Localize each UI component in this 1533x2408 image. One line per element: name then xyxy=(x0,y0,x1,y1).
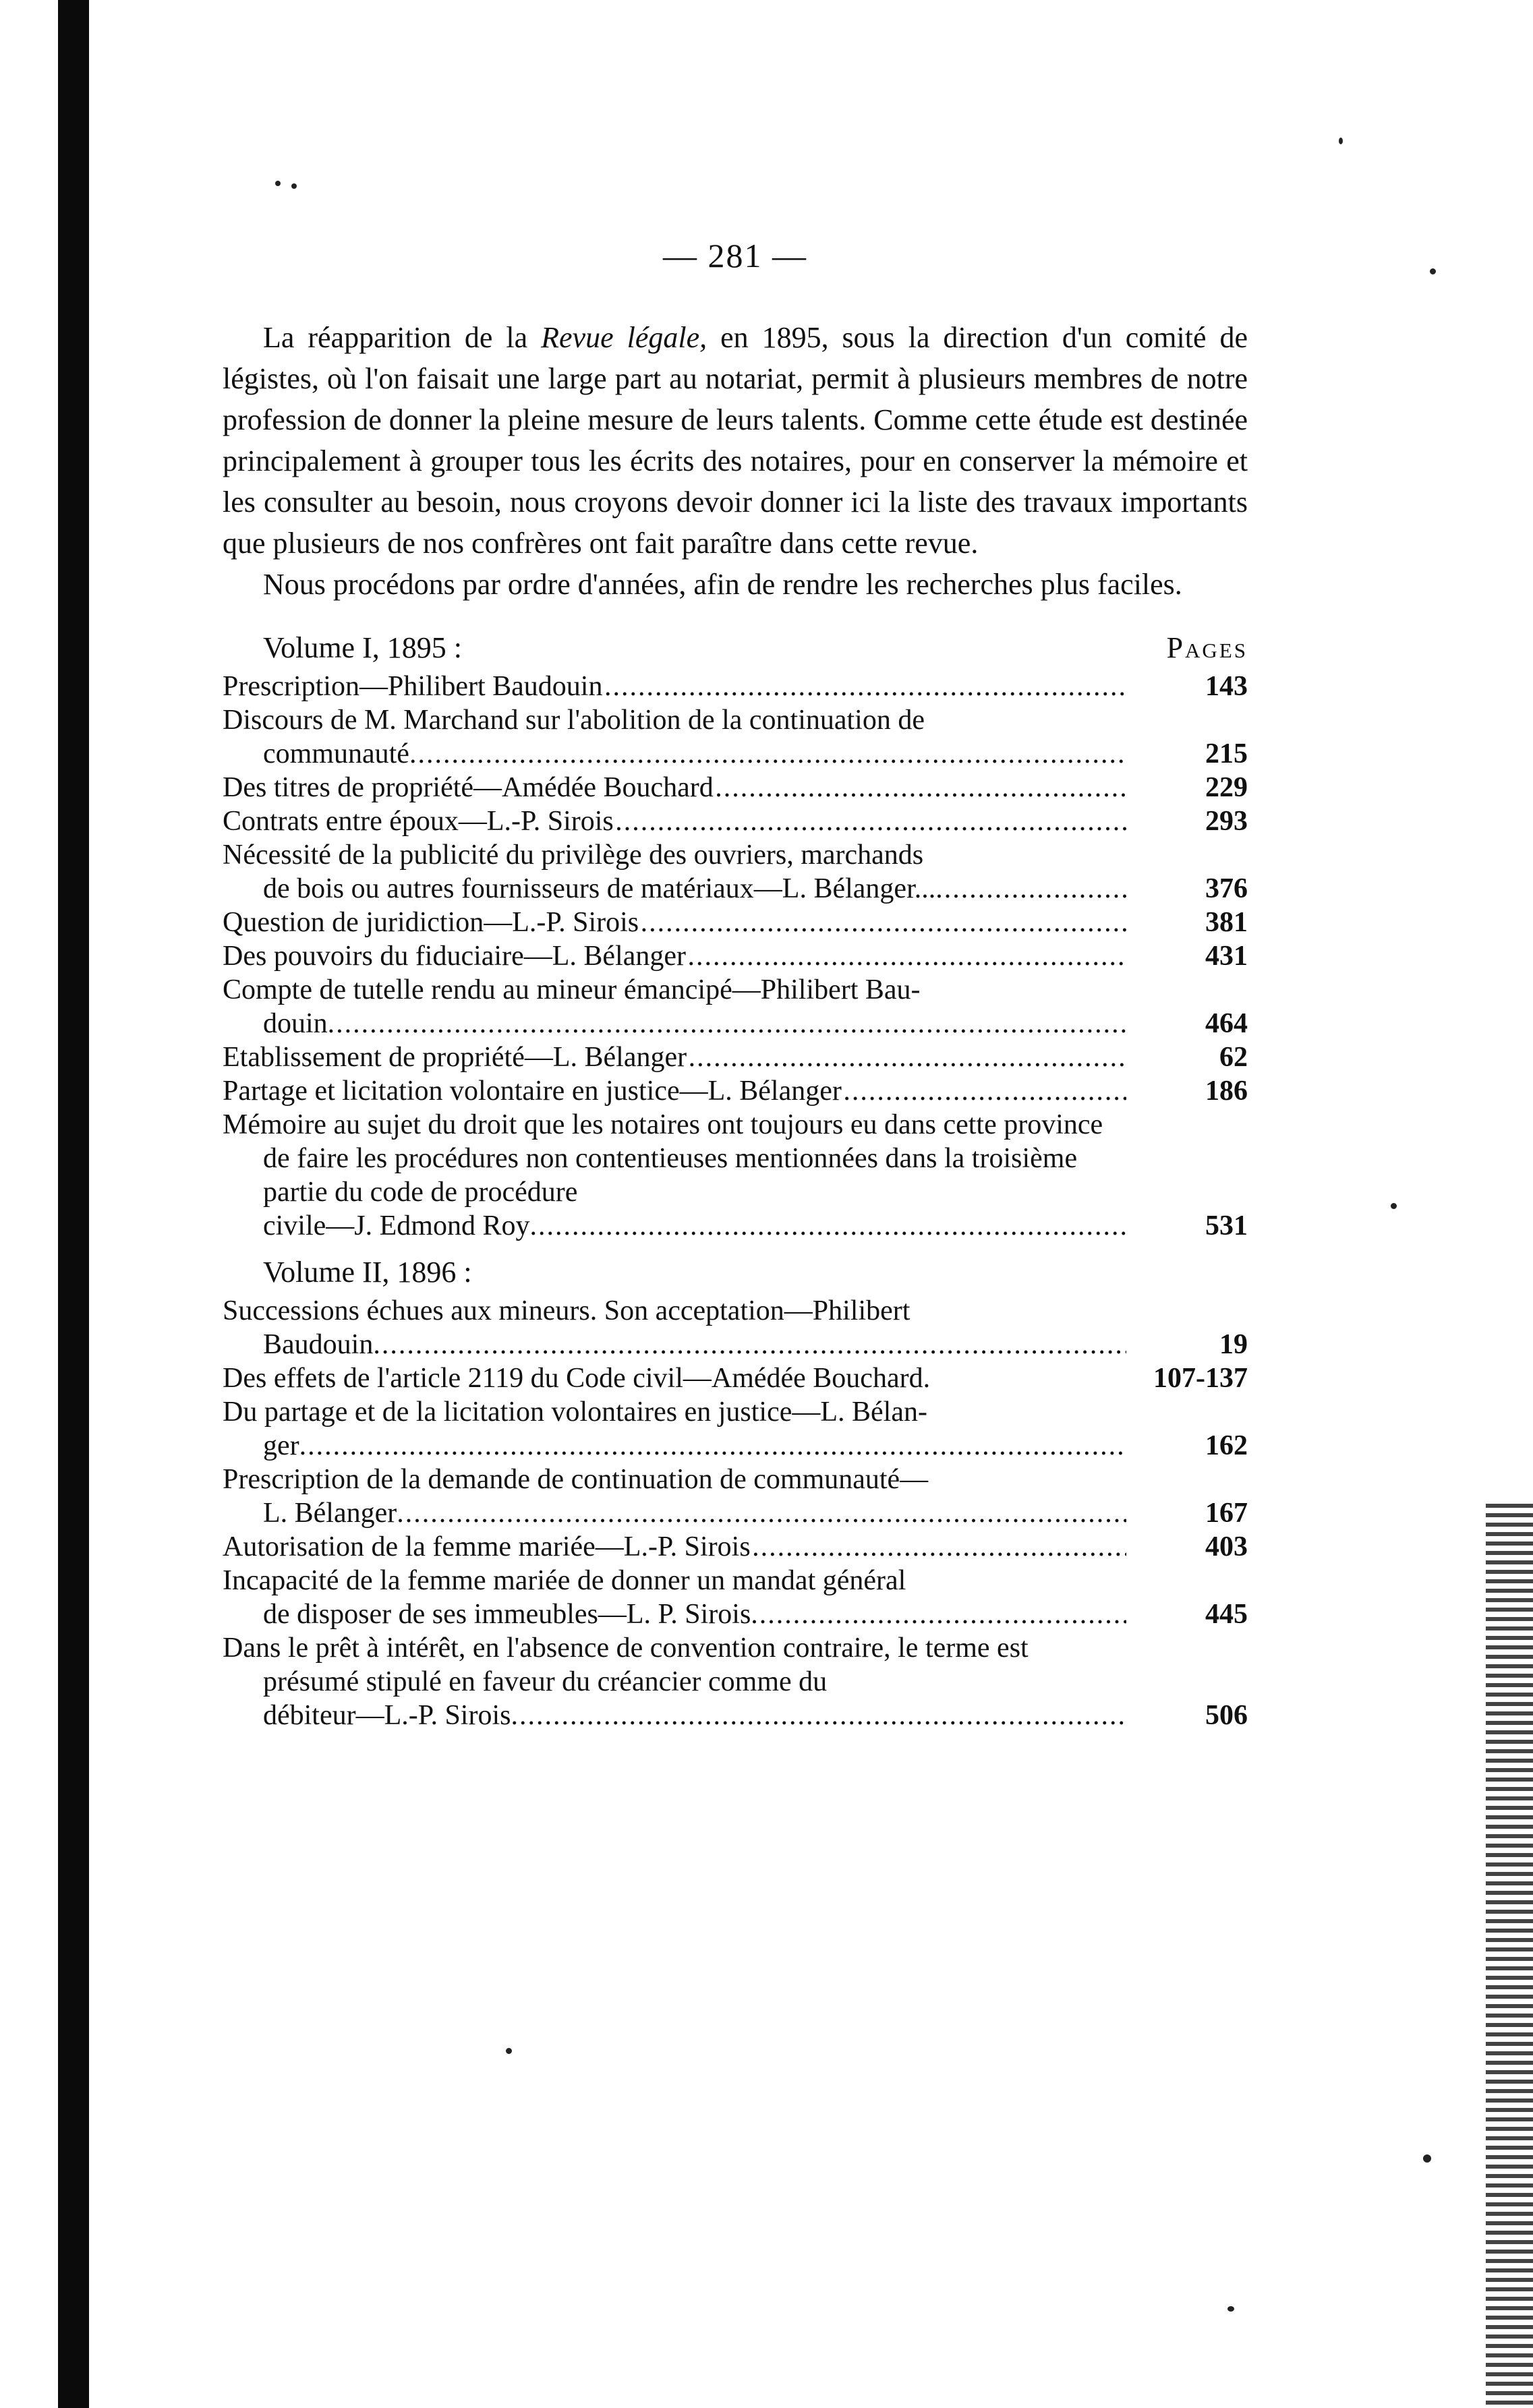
dot-leader xyxy=(328,1007,1126,1040)
toc-entry-text: Prescription de la demande de continuation de communauté— xyxy=(223,1464,929,1495)
dot-leader xyxy=(686,939,1126,973)
page-ref: 403 xyxy=(1205,1531,1248,1562)
page-ref: 167 xyxy=(1205,1498,1248,1529)
toc-entry-text: Des pouvoirs du fiduciaire—L. Bélanger xyxy=(223,941,686,972)
pages-column-label: Pages xyxy=(1166,631,1248,664)
page-ref: 431 xyxy=(1205,941,1248,972)
dot-leader xyxy=(602,670,1126,703)
dot-leader xyxy=(639,906,1126,939)
page-ref: 376 xyxy=(1205,873,1248,904)
toc-entry-text: L. Bélanger xyxy=(263,1498,397,1529)
toc-entry-lastline xyxy=(263,1328,1126,1361)
toc-entry-title xyxy=(223,1631,1126,1732)
toc-entry xyxy=(223,771,1248,804)
page-ref: 186 xyxy=(1205,1076,1248,1107)
page-ref: 506 xyxy=(1205,1700,1248,1731)
volume-1-title: Volume I, 1895 : xyxy=(263,631,462,664)
speck xyxy=(1430,268,1436,274)
toc-entry-lastline xyxy=(223,804,1126,838)
toc-entry-text: Successions échues aux mineurs. Son acceptation—Philibert xyxy=(223,1295,910,1326)
toc-entry-title xyxy=(223,1074,1126,1108)
page-ref: 143 xyxy=(1205,671,1248,702)
page-ref: 229 xyxy=(1205,772,1248,803)
dot-leader xyxy=(409,737,1126,771)
toc-entry-text: Etablissement de propriété—L. Bélanger xyxy=(223,1042,687,1073)
dot-leader xyxy=(614,804,1126,838)
toc-entry xyxy=(223,1074,1248,1108)
toc-entry xyxy=(223,804,1248,838)
dot-leader xyxy=(397,1496,1126,1530)
page-ref: 162 xyxy=(1205,1430,1248,1461)
toc-entry-text: ger xyxy=(263,1430,299,1461)
toc-entry-text: Baudouin xyxy=(263,1329,374,1360)
page-ref: 464 xyxy=(1205,1008,1248,1039)
toc-entry xyxy=(223,1564,1248,1631)
toc-entry-lastline xyxy=(263,872,1126,906)
toc-entry xyxy=(223,703,1248,771)
page-ref: 381 xyxy=(1205,907,1248,938)
toc-entry-text: civile—J. Edmond Roy xyxy=(263,1210,530,1241)
toc-entry-lastline xyxy=(223,906,1126,939)
toc-entry xyxy=(223,1530,1248,1564)
toc-entry xyxy=(223,1361,1248,1395)
page-ref: 293 xyxy=(1205,806,1248,837)
toc-entry-lastline xyxy=(263,1597,1126,1631)
toc-entry xyxy=(223,1040,1248,1074)
speck xyxy=(1339,138,1343,144)
toc-entry-text: Compte de tutelle rendu au mineur émancipé—Philibert Bau- xyxy=(223,974,921,1005)
toc-entry-text: Du partage et de la licitation volontaires en justice—L. Bélan- xyxy=(223,1397,927,1428)
volume-2-title: Volume II, 1896 : xyxy=(263,1256,472,1289)
toc-entry-text: Incapacité de la femme mariée de donner un mandat général xyxy=(223,1565,906,1596)
toc-entry-text: Dans le prêt à intérêt, en l'absence de convention contraire, le terme est présumé stipulé en faveur du créancier comme du xyxy=(223,1633,1029,1697)
speck xyxy=(1391,1203,1397,1209)
speck xyxy=(1423,2154,1431,2163)
toc-entry-title xyxy=(223,1294,1126,1361)
volume-2-list xyxy=(223,1294,1248,1732)
page-content xyxy=(223,236,1248,1732)
toc-entry-lastline xyxy=(263,1209,1126,1243)
toc-entry-lastline xyxy=(223,1074,1126,1108)
toc-entry-title xyxy=(223,1395,1126,1463)
toc-entry xyxy=(223,838,1248,906)
toc-entry-text: de disposer de ses immeubles—L. P. Sirois xyxy=(263,1599,751,1630)
toc-entry-title xyxy=(223,1361,1126,1395)
dot-leader xyxy=(714,771,1126,804)
toc-entry-title xyxy=(223,670,1126,703)
toc-entry-text: Contrats entre époux—L.-P. Sirois xyxy=(223,806,614,837)
toc-entry-text: douin xyxy=(263,1008,328,1039)
toc-entry-lastline xyxy=(223,771,1126,804)
toc-entry-text: Des titres de propriété—Amédée Bouchard xyxy=(223,772,714,803)
toc-entry-title xyxy=(223,838,1126,906)
toc-entry-lastline xyxy=(223,1530,1126,1564)
toc-entry-text: Nécessité de la publicité du privilège des ouvriers, marchands xyxy=(223,840,924,871)
dot-leader xyxy=(687,1040,1126,1074)
toc-entry-lastline xyxy=(263,1429,1126,1463)
toc-entry-text: Des effets de l'article 2119 du Code civil—Amédée Bouchard. xyxy=(223,1363,931,1394)
dot-leader xyxy=(511,1699,1126,1732)
toc-entry xyxy=(223,906,1248,939)
volume-1-list xyxy=(223,670,1248,1243)
page-ref: 62 xyxy=(1219,1042,1248,1073)
toc-entry-lastline xyxy=(223,939,1126,973)
toc-entry-text: communauté xyxy=(263,738,409,769)
volume-2-heading xyxy=(223,1254,1248,1291)
dot-leader xyxy=(751,1597,1126,1631)
toc-entry xyxy=(223,1631,1248,1732)
toc-entry-title xyxy=(223,906,1126,939)
toc-entry xyxy=(223,1395,1248,1463)
toc-entry-title xyxy=(223,973,1126,1040)
toc-entry-title xyxy=(223,771,1126,804)
speck xyxy=(506,2048,512,2054)
toc-entry xyxy=(223,1463,1248,1530)
dot-leader xyxy=(373,1328,1126,1361)
toc-entry-title xyxy=(223,1108,1126,1243)
page-ref: 215 xyxy=(1205,738,1248,769)
toc-entry-title xyxy=(223,1463,1126,1530)
toc-entry-lastline xyxy=(223,1040,1126,1074)
toc-entry-title xyxy=(223,804,1126,838)
toc-entry-text: Partage et licitation volontaire en justice—L. Bélanger xyxy=(223,1076,842,1107)
toc-entry xyxy=(223,1294,1248,1361)
toc-entry-text: de bois ou autres fournisseurs de matériaux—L. Bélanger... xyxy=(263,873,936,904)
toc-entry-text: Mémoire au sujet du droit que les notaires ont toujours eu dans cette province de faire les procédures non contentieuses mentionnées dans la troisième partie du code de procédure xyxy=(223,1109,1103,1208)
dot-leader xyxy=(751,1530,1126,1564)
page-edge-noise xyxy=(1486,1504,1533,2408)
toc-entry-title xyxy=(223,1040,1126,1074)
speck xyxy=(1227,2306,1234,2312)
toc-entry xyxy=(223,670,1248,703)
page-ref: 19 xyxy=(1219,1329,1248,1360)
toc-entry-title xyxy=(223,703,1126,771)
toc-entry-lastline xyxy=(263,1007,1126,1040)
page-ref: 107-137 xyxy=(1153,1363,1248,1394)
dot-leader xyxy=(935,872,1126,906)
binding-edge xyxy=(58,0,89,2408)
toc-entry xyxy=(223,1108,1248,1243)
volume-1-heading xyxy=(223,629,1248,667)
method-paragraph: Nous procédons par ordre d'années, afin de rendre les recherches plus faciles. xyxy=(263,568,1182,601)
toc-entry-text: Prescription—Philibert Baudouin xyxy=(223,671,603,702)
toc-entry-text: Discours de M. Marchand sur l'abolition de la continuation de xyxy=(223,705,925,736)
dot-leader xyxy=(529,1209,1126,1243)
toc-entry-text: Autorisation de la femme mariée—L.-P. Sirois xyxy=(223,1531,751,1562)
toc-entry-lastline xyxy=(263,1699,1126,1732)
toc-entry-lastline xyxy=(223,670,1126,703)
dot-leader xyxy=(299,1429,1126,1463)
speck xyxy=(275,181,281,186)
intro-paragraph xyxy=(223,317,1248,564)
toc-entry-lastline xyxy=(263,1496,1126,1530)
toc-entry-lastline xyxy=(223,1361,1126,1395)
toc-entry-title xyxy=(223,1530,1126,1564)
journal-title: Revue légale, xyxy=(541,321,707,354)
page-ref: 445 xyxy=(1205,1599,1248,1630)
page-number: — 281 — xyxy=(663,237,807,274)
toc-entry xyxy=(223,939,1248,973)
toc-entry-text: Question de juridiction—L.-P. Sirois xyxy=(223,907,639,938)
intro-text-cont: en 1895, sous la direction d'un comité de légistes, où l'on faisait une large part au notariat, permit à plusieurs membres de notre profession de donner la pleine mesure de leurs talents. Comme cette étude est destinée principalement à grouper tous les écrits des notaires, pour en conserver la mémoire et les consulter au besoin, nous croyons devoir donner ici la liste des travaux importants que plusieurs de nos confrères ont fait paraître dans cette revue. xyxy=(223,321,1248,560)
dot-leader xyxy=(842,1074,1126,1108)
toc-entry-text: débiteur—L.-P. Sirois xyxy=(263,1700,511,1731)
page-ref: 531 xyxy=(1205,1210,1248,1241)
speck xyxy=(291,183,297,189)
toc-entry-title xyxy=(223,1564,1126,1631)
toc-entry-title xyxy=(223,939,1126,973)
toc-entry xyxy=(223,973,1248,1040)
toc-entry-lastline xyxy=(263,737,1126,771)
intro-text: La réapparition de la xyxy=(263,321,542,354)
